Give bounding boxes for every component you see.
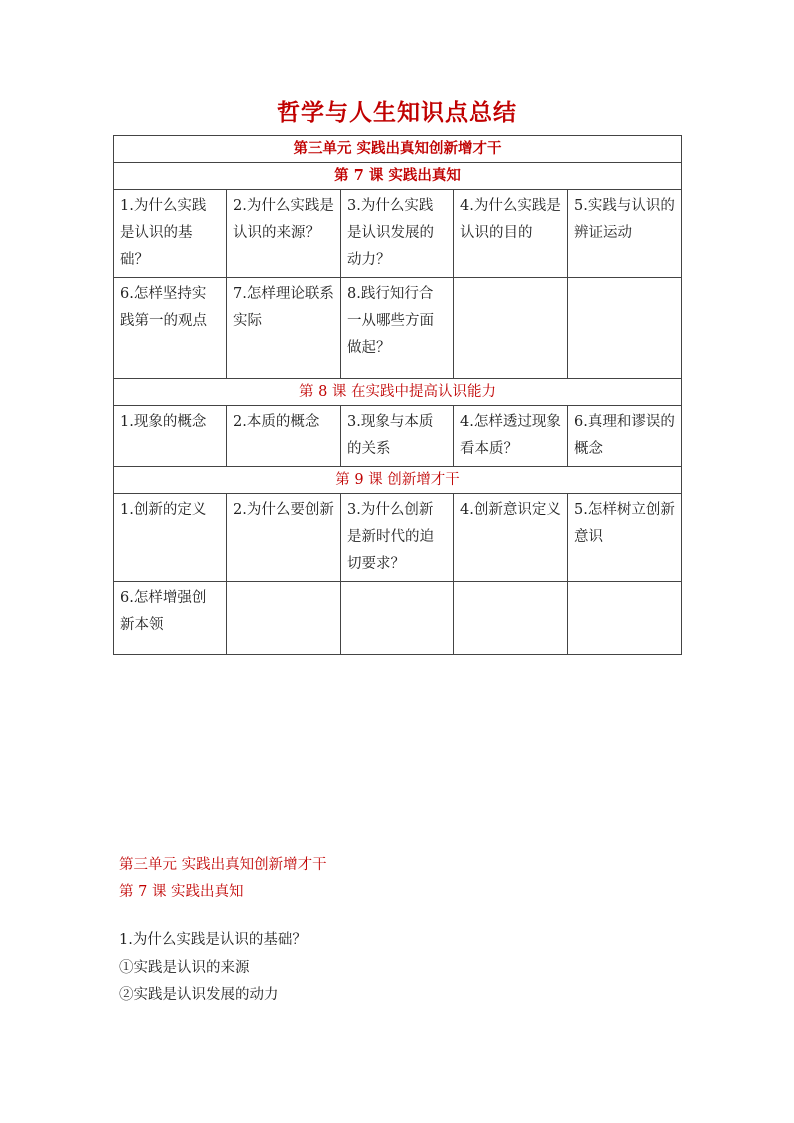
table-row	[114, 494, 682, 582]
table-cell	[454, 582, 568, 655]
table-row	[114, 467, 682, 494]
outline-lesson-heading: 第 7 课 实践出真知	[119, 884, 244, 900]
table-row	[114, 278, 682, 379]
outline-unit-heading: 第三单元 实践出真知创新增才干	[119, 857, 327, 873]
table-row	[114, 136, 682, 163]
table-cell: 1.创新的定义	[114, 494, 227, 582]
table-cell: 2.为什么实践是认识的来源？	[227, 190, 341, 278]
table-cell: 4.怎样透过现象看本质？	[454, 406, 568, 467]
table-row	[114, 379, 682, 406]
table-cell	[568, 582, 682, 655]
table-row	[114, 163, 682, 190]
table-cell: 2.为什么要创新	[227, 494, 341, 582]
table-cell: 3.为什么创新是新时代的迫切要求？	[341, 494, 454, 582]
knowledge-summary-table	[113, 135, 682, 655]
lesson-9-header: 第 9 课 创新增才干	[114, 467, 682, 494]
table-cell	[454, 278, 568, 379]
table-row	[114, 406, 682, 467]
table-cell	[227, 582, 341, 655]
table-row	[114, 582, 682, 655]
table-cell: 4.为什么实践是认识的目的	[454, 190, 568, 278]
table-cell: 3.现象与本质的关系	[341, 406, 454, 467]
unit-header: 第三单元 实践出真知创新增才干	[114, 136, 682, 163]
table-cell: 6.怎样增强创新本领	[114, 582, 227, 655]
outline-point: ②实践是认识发展的动力	[119, 987, 279, 1003]
table-cell: 4.创新意识定义	[454, 494, 568, 582]
table-cell	[568, 278, 682, 379]
lesson-7-header: 第 7 课 实践出真知	[114, 163, 682, 190]
table-cell	[341, 582, 454, 655]
document-title: 哲学与人生知识点总结	[277, 99, 517, 126]
table-cell: 3.为什么实践是认识发展的动力？	[341, 190, 454, 278]
table-cell: 8.践行知行合一从哪些方面做起？	[341, 278, 454, 379]
table-cell: 6.真理和谬误的概念	[568, 406, 682, 467]
outline-point: ①实践是认识的来源	[119, 960, 250, 976]
table-cell: 5.怎样树立创新意识	[568, 494, 682, 582]
lesson-8-header: 第 8 课 在实践中提高认识能力	[114, 379, 682, 406]
table-cell: 1.现象的概念	[114, 406, 227, 467]
outline-question: 1.为什么实践是认识的基础？	[119, 932, 307, 948]
table-cell: 2.本质的概念	[227, 406, 341, 467]
table-cell: 5.实践与认识的辨证运动	[568, 190, 682, 278]
table-cell: 7.怎样理论联系实际	[227, 278, 341, 379]
table-row	[114, 190, 682, 278]
table-cell: 6.怎样坚持实践第一的观点	[114, 278, 227, 379]
table-cell: 1.为什么实践是认识的基础？	[114, 190, 227, 278]
